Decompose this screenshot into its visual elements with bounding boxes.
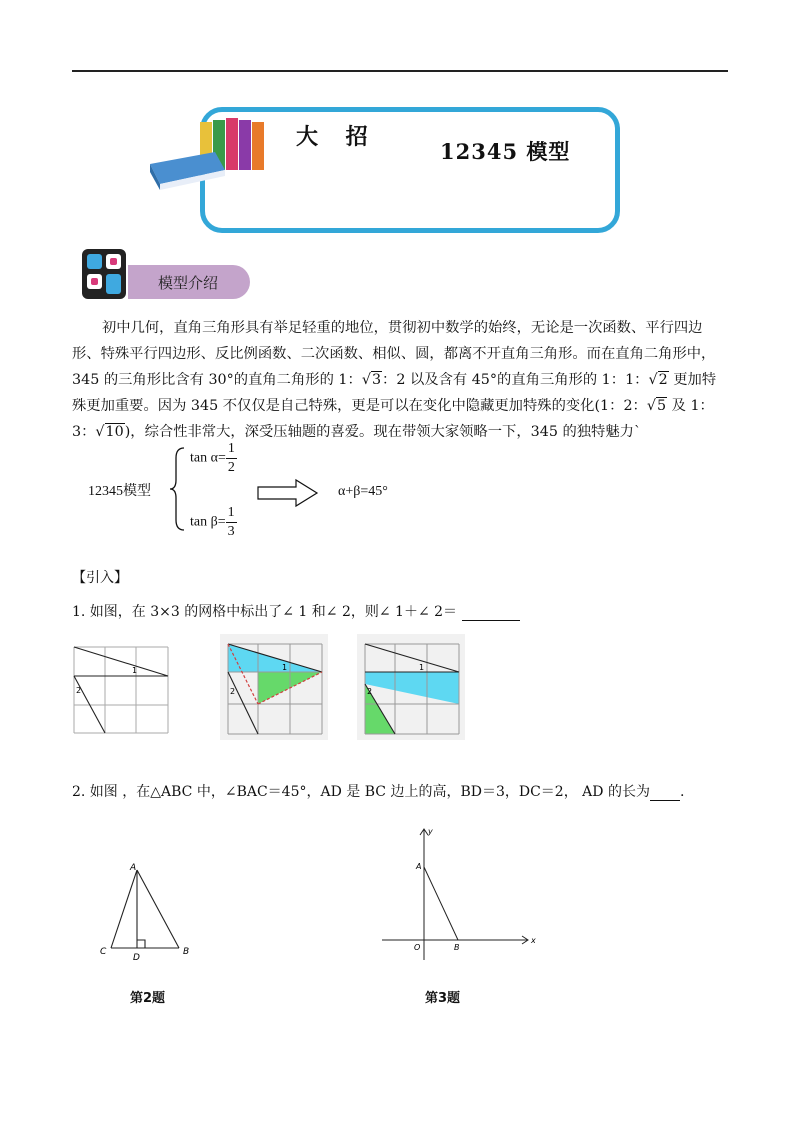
books-icon: [145, 112, 275, 192]
triangle-figure: [95, 858, 210, 963]
q2-tail: .: [679, 784, 685, 800]
svg-text:x: x: [531, 936, 536, 945]
para-text: 殊更加重要。因为 345 不仅仅是自己特殊，更是可以在变化中隐藏更加特殊的变化(1：2：: [72, 398, 647, 414]
para-text: ：2 以及含有 45°的直角三角形的 1：1：: [382, 372, 649, 388]
svg-text:A: A: [130, 863, 137, 873]
answer-blank-2: [650, 786, 680, 801]
sqrt-5: √5: [646, 398, 667, 414]
svg-text:1: 1: [419, 663, 425, 672]
svg-text:2: 2: [367, 687, 373, 696]
tan-beta: tan β= $\frac{1}{3}$: [190, 505, 235, 539]
svg-text:1: 1: [282, 663, 288, 672]
grid-figure-3: [357, 634, 465, 740]
model-label: 12345模型: [88, 484, 151, 499]
para-line: [72, 367, 738, 393]
svg-text:2: 2: [230, 687, 236, 696]
para-text: 3：: [72, 424, 96, 440]
svg-text:A: A: [416, 862, 422, 871]
banner-subtitle: 12345 模型: [440, 139, 571, 164]
para-line: [72, 393, 738, 419]
para-text: 345 的三角形比含有 30°的直角二角形的 1：: [72, 372, 362, 388]
caption-figure-2: 第2题: [130, 991, 166, 1006]
angle-sum-result: α+β=45°: [338, 484, 388, 499]
q1-text: 1. 如图，在 3×3 的网格中标出了∠ 1 和∠ 2，则∠ 1＋∠ 2＝: [72, 604, 462, 620]
para-line: 初中几何，直角三角形具有举足轻重的地位，贯彻初中数学的始终，无论是一次函数、平行四边: [102, 320, 703, 336]
para-line: [72, 419, 738, 445]
svg-text:C: C: [100, 947, 107, 957]
grid-figure-2: [220, 634, 328, 740]
question-1: [72, 601, 520, 621]
svg-text:B: B: [183, 947, 190, 957]
para-text: 及 1：: [667, 398, 714, 414]
question-2: [72, 781, 684, 801]
para-text: )，综合性非常大，深受压轴题的喜爱。现在带领大家领略一下，345 的独特魅力`: [124, 424, 642, 440]
coordinate-figure: [380, 825, 540, 965]
intro-label: 【引入】: [72, 570, 128, 586]
sqrt-10: √10: [95, 424, 124, 440]
implies-arrow-icon: [256, 478, 320, 508]
para-text: 更加特: [668, 372, 717, 388]
svg-text:2: 2: [76, 686, 82, 695]
intro-paragraph: [72, 315, 738, 445]
top-rule: [72, 70, 728, 72]
sqrt-2: √2: [648, 372, 668, 388]
tan-alpha: tan α= $\frac{1}{2}$: [190, 441, 235, 475]
grid-figure-1: [72, 645, 170, 735]
svg-text:1: 1: [132, 666, 138, 675]
banner-title: 大 招: [296, 124, 378, 150]
caption-figure-3: 第3题: [425, 991, 461, 1006]
q2-text: 2. 如图 ，在△ABC 中，∠BAC＝45°，AD 是 BC 边上的高，BD＝3，DC＝2， AD 的长为: [72, 784, 650, 800]
squares-icon: [80, 247, 130, 303]
section-title: 模型介绍: [158, 274, 219, 292]
para-line: 形、特殊平行四边形、反比例函数、二次函数、相似、圆，都离不开直角三角形。而在直角二角形中，: [72, 346, 716, 362]
sqrt-3: √3: [361, 372, 382, 388]
svg-text:D: D: [133, 953, 140, 963]
svg-text:B: B: [454, 943, 460, 952]
left-brace: [168, 446, 188, 532]
svg-text:O: O: [414, 943, 421, 952]
svg-text:y: y: [428, 827, 433, 836]
answer-blank-1: [462, 606, 520, 621]
